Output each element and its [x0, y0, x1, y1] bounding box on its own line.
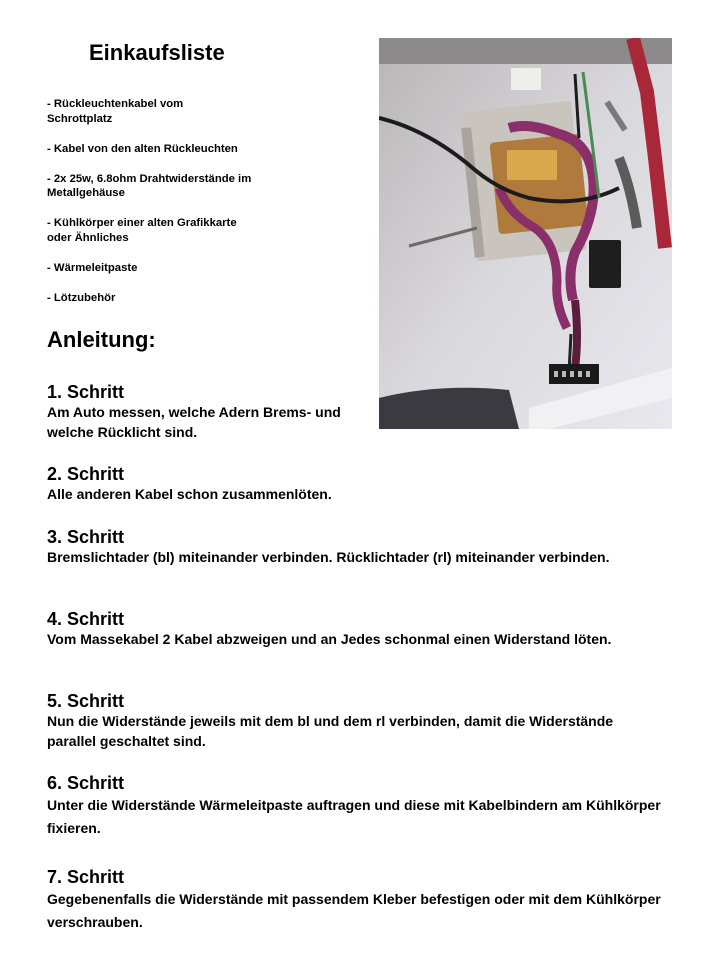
- step-text: Nun die Widerstände jeweils mit dem bl und dem rl verbinden, damit die Widerstände parallel geschaltet sind.: [47, 713, 614, 749]
- shopping-item: - 2x 25w, 6.8ohm Drahtwiderstände im Metallgehäuse: [47, 172, 252, 199]
- step-title: 3. Schritt: [47, 527, 125, 547]
- step-title: 2. Schritt: [47, 464, 125, 484]
- shopping-item: - Rückleuchtenkabel vom Schrottplatz: [47, 98, 184, 125]
- step-3: [47, 526, 627, 568]
- step-title: 4. Schritt: [47, 609, 125, 629]
- step-text: Alle anderen Kabel schon zusammenlöten.: [47, 486, 332, 502]
- shopping-item: - Kühlkörper einer alten Grafikkarte oder Ähnliches: [47, 217, 237, 244]
- wiring-photo-drawing: [379, 38, 672, 429]
- shopping-item: - Lötzubehör: [47, 291, 116, 304]
- step-text: Am Auto messen, welche Adern Brems- und welche Rücklicht sind.: [47, 404, 341, 440]
- shopping-list-title: Einkaufsliste: [89, 40, 225, 65]
- step-6: [47, 772, 677, 840]
- shopping-item: - Kabel von den alten Rückleuchten: [47, 142, 238, 155]
- shopping-list: [47, 97, 297, 321]
- step-title: 7. Schritt: [47, 867, 125, 887]
- wiring-photo: [379, 38, 672, 429]
- step-title: 5. Schritt: [47, 691, 125, 711]
- step-4: [47, 608, 672, 650]
- step-5: [47, 690, 627, 751]
- step-7: [47, 866, 687, 934]
- step-text: Unter die Widerstände Wärmeleitpaste auftragen und diese mit Kabelbindern am Kühlkörper fixieren.: [47, 797, 661, 836]
- step-text: Bremslichtader (bl) miteinander verbinden. Rücklichtader (rl) miteinander verbinden.: [47, 549, 610, 565]
- step-1: [47, 381, 357, 442]
- shopping-item: - Wärmeleitpaste: [47, 261, 138, 274]
- instructions-heading: Anleitung:: [47, 327, 156, 352]
- step-title: 1. Schritt: [47, 382, 125, 402]
- step-title: 6. Schritt: [47, 773, 125, 793]
- step-2: [47, 463, 667, 505]
- step-text: Gegebenenfalls die Widerstände mit passendem Kleber befestigen oder mit dem Kühlkörper verschrauben.: [47, 891, 661, 930]
- step-text: Vom Massekabel 2 Kabel abzweigen und an Jedes schonmal einen Widerstand löten.: [47, 631, 612, 647]
